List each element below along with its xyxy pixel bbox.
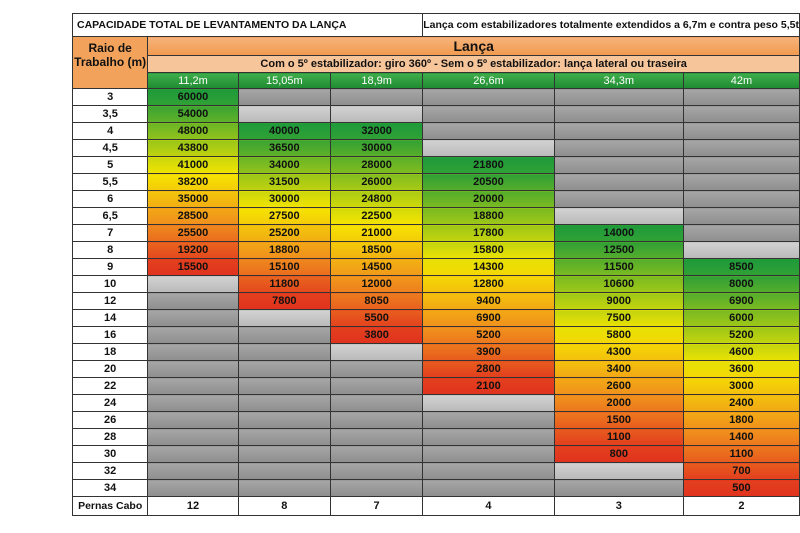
unavailable-cell [238, 310, 330, 327]
capacity-cell: 18800 [423, 208, 555, 225]
footer-label: Pernas Cabo [73, 497, 148, 516]
table-row [73, 259, 800, 276]
capacity-cell: 500 [683, 480, 799, 497]
capacity-cell: 6000 [683, 310, 799, 327]
capacity-cell: 3600 [683, 361, 799, 378]
cable-parts-value: 2 [683, 497, 799, 516]
capacity-cell: 3400 [554, 361, 683, 378]
radius-label: 5 [73, 157, 148, 174]
capacity-cell: 20500 [423, 174, 555, 191]
capacity-cell: 5500 [331, 310, 423, 327]
capacity-cell: 1400 [683, 429, 799, 446]
capacity-cell: 60000 [148, 89, 238, 106]
unavailable-cell [423, 429, 555, 446]
capacity-cell: 28000 [331, 157, 423, 174]
capacity-cell: 32000 [331, 123, 423, 140]
unavailable-cell [554, 157, 683, 174]
capacity-cell: 12000 [331, 276, 423, 293]
table-row [73, 140, 800, 157]
capacity-cell: 54000 [148, 106, 238, 123]
radius-label: 34 [73, 480, 148, 497]
radius-label: 26 [73, 412, 148, 429]
radius-label: 12 [73, 293, 148, 310]
capacity-cell: 7500 [554, 310, 683, 327]
capacity-cell: 18500 [331, 242, 423, 259]
unavailable-cell [148, 276, 238, 293]
radius-label: 5,5 [73, 174, 148, 191]
unavailable-cell [423, 395, 555, 412]
capacity-cell: 4600 [683, 344, 799, 361]
unavailable-cell [554, 123, 683, 140]
chart-note: Lança com estabilizadores totalmente extendidos a 6,7m e contra peso 5,5t [423, 14, 800, 37]
boom-length-header: 26,6m [423, 73, 555, 89]
capacity-cell: 11800 [238, 276, 330, 293]
unavailable-cell [331, 429, 423, 446]
unavailable-cell [423, 480, 555, 497]
capacity-cell: 800 [554, 446, 683, 463]
boom-subtitle: Com o 5º estabilizador: giro 360º - Sem o 5º estabilizador: lança lateral ou traseira [148, 56, 800, 73]
unavailable-cell [423, 89, 555, 106]
unavailable-cell [683, 242, 799, 259]
unavailable-cell [423, 123, 555, 140]
unavailable-cell [683, 140, 799, 157]
table-row [73, 480, 800, 497]
boom-length-header: 34,3m [554, 73, 683, 89]
table-body [73, 89, 800, 497]
radius-label: 3 [73, 89, 148, 106]
capacity-cell: 3800 [331, 327, 423, 344]
radius-label: 24 [73, 395, 148, 412]
capacity-cell: 19200 [148, 242, 238, 259]
capacity-cell: 22500 [331, 208, 423, 225]
boom-length-header: 15,05m [238, 73, 330, 89]
capacity-cell: 2600 [554, 378, 683, 395]
table-row [73, 395, 800, 412]
unavailable-cell [331, 412, 423, 429]
capacity-cell: 1100 [683, 446, 799, 463]
table-row [73, 361, 800, 378]
boom-length-header: 11,2m [148, 73, 238, 89]
radius-label: 4,5 [73, 140, 148, 157]
capacity-cell: 15800 [423, 242, 555, 259]
unavailable-cell [554, 140, 683, 157]
table-row [73, 191, 800, 208]
unavailable-cell [331, 89, 423, 106]
unavailable-cell [331, 344, 423, 361]
table-row [73, 89, 800, 106]
unavailable-cell [554, 89, 683, 106]
unavailable-cell [554, 463, 683, 480]
capacity-cell: 26000 [331, 174, 423, 191]
unavailable-cell [423, 446, 555, 463]
capacity-cell: 5200 [683, 327, 799, 344]
capacity-cell: 25200 [238, 225, 330, 242]
capacity-cell: 25500 [148, 225, 238, 242]
capacity-cell: 4300 [554, 344, 683, 361]
capacity-cell: 8500 [683, 259, 799, 276]
table-row [73, 378, 800, 395]
capacity-cell: 14500 [331, 259, 423, 276]
radius-label: 7 [73, 225, 148, 242]
unavailable-cell [148, 412, 238, 429]
table-row [73, 174, 800, 191]
unavailable-cell [238, 480, 330, 497]
capacity-cell: 8000 [683, 276, 799, 293]
capacity-cell: 17800 [423, 225, 555, 242]
unavailable-cell [423, 106, 555, 123]
unavailable-cell [148, 429, 238, 446]
radius-label: 6 [73, 191, 148, 208]
unavailable-cell [148, 378, 238, 395]
capacity-cell: 40000 [238, 123, 330, 140]
capacity-cell: 3900 [423, 344, 555, 361]
capacity-cell: 14000 [554, 225, 683, 242]
radius-label: 18 [73, 344, 148, 361]
capacity-cell: 11500 [554, 259, 683, 276]
capacity-cell: 43800 [148, 140, 238, 157]
unavailable-cell [238, 327, 330, 344]
table-row [73, 157, 800, 174]
radius-label: 9 [73, 259, 148, 276]
table-row [73, 327, 800, 344]
unavailable-cell [238, 395, 330, 412]
capacity-cell: 6900 [423, 310, 555, 327]
capacity-cell: 1500 [554, 412, 683, 429]
unavailable-cell [148, 344, 238, 361]
capacity-cell: 31500 [238, 174, 330, 191]
load-chart-table [72, 13, 800, 516]
unavailable-cell [148, 361, 238, 378]
unavailable-cell [238, 446, 330, 463]
radius-label: 28 [73, 429, 148, 446]
unavailable-cell [683, 208, 799, 225]
unavailable-cell [238, 106, 330, 123]
capacity-cell: 1100 [554, 429, 683, 446]
table-row [73, 463, 800, 480]
table-row [73, 225, 800, 242]
capacity-cell: 30000 [331, 140, 423, 157]
radius-label: 8 [73, 242, 148, 259]
radius-label: 20 [73, 361, 148, 378]
capacity-cell: 3000 [683, 378, 799, 395]
unavailable-cell [683, 191, 799, 208]
radius-label: 16 [73, 327, 148, 344]
capacity-cell: 7800 [238, 293, 330, 310]
cable-parts-value: 3 [554, 497, 683, 516]
unavailable-cell [331, 463, 423, 480]
capacity-cell: 12800 [423, 276, 555, 293]
capacity-cell: 48000 [148, 123, 238, 140]
boom-length-header: 18,9m [331, 73, 423, 89]
cable-parts-value: 12 [148, 497, 238, 516]
capacity-cell: 12500 [554, 242, 683, 259]
unavailable-cell [683, 225, 799, 242]
radius-label: 32 [73, 463, 148, 480]
table-row [73, 242, 800, 259]
capacity-cell: 6900 [683, 293, 799, 310]
capacity-cell: 2000 [554, 395, 683, 412]
unavailable-cell [238, 378, 330, 395]
row-header-raio: Raio de Trabalho (m) [73, 37, 148, 89]
capacity-cell: 21000 [331, 225, 423, 242]
table-row [73, 412, 800, 429]
capacity-cell: 1800 [683, 412, 799, 429]
unavailable-cell [331, 106, 423, 123]
unavailable-cell [683, 157, 799, 174]
unavailable-cell [148, 480, 238, 497]
capacity-cell: 2100 [423, 378, 555, 395]
unavailable-cell [683, 123, 799, 140]
capacity-cell: 9000 [554, 293, 683, 310]
footer-row [73, 497, 800, 516]
unavailable-cell [238, 412, 330, 429]
unavailable-cell [148, 327, 238, 344]
capacity-cell: 30000 [238, 191, 330, 208]
unavailable-cell [331, 395, 423, 412]
capacity-cell: 15500 [148, 259, 238, 276]
unavailable-cell [554, 106, 683, 123]
capacity-cell: 21800 [423, 157, 555, 174]
table-row [73, 208, 800, 225]
table-row [73, 293, 800, 310]
capacity-cell: 20000 [423, 191, 555, 208]
capacity-cell: 2800 [423, 361, 555, 378]
capacity-cell: 18800 [238, 242, 330, 259]
table-row [73, 446, 800, 463]
capacity-cell: 41000 [148, 157, 238, 174]
capacity-cell: 35000 [148, 191, 238, 208]
radius-label: 14 [73, 310, 148, 327]
chart-title: CAPACIDADE TOTAL DE LEVANTAMENTO DA LANÇA [73, 14, 423, 37]
unavailable-cell [423, 463, 555, 480]
capacity-cell: 700 [683, 463, 799, 480]
table-row [73, 429, 800, 446]
table-row [73, 106, 800, 123]
load-chart-table-wrapper [72, 13, 800, 516]
radius-label: 3,5 [73, 106, 148, 123]
unavailable-cell [554, 480, 683, 497]
unavailable-cell [423, 140, 555, 157]
capacity-cell: 27500 [238, 208, 330, 225]
capacity-cell: 34000 [238, 157, 330, 174]
unavailable-cell [238, 89, 330, 106]
capacity-cell: 5800 [554, 327, 683, 344]
unavailable-cell [683, 106, 799, 123]
unavailable-cell [148, 446, 238, 463]
capacity-cell: 28500 [148, 208, 238, 225]
unavailable-cell [148, 395, 238, 412]
unavailable-cell [554, 191, 683, 208]
unavailable-cell [148, 463, 238, 480]
unavailable-cell [554, 174, 683, 191]
unavailable-cell [148, 293, 238, 310]
boom-header: Lança [148, 37, 800, 56]
radius-label: 22 [73, 378, 148, 395]
table-row [73, 310, 800, 327]
radius-label: 10 [73, 276, 148, 293]
unavailable-cell [238, 463, 330, 480]
radius-label: 6,5 [73, 208, 148, 225]
unavailable-cell [683, 174, 799, 191]
unavailable-cell [554, 208, 683, 225]
boom-length-row [73, 73, 800, 89]
unavailable-cell [331, 480, 423, 497]
capacity-cell: 24800 [331, 191, 423, 208]
table-row [73, 276, 800, 293]
unavailable-cell [238, 361, 330, 378]
cable-parts-value: 8 [238, 497, 330, 516]
table-row [73, 344, 800, 361]
cable-parts-value: 4 [423, 497, 555, 516]
capacity-cell: 15100 [238, 259, 330, 276]
capacity-cell: 10600 [554, 276, 683, 293]
capacity-cell: 9400 [423, 293, 555, 310]
unavailable-cell [331, 446, 423, 463]
table-row [73, 123, 800, 140]
unavailable-cell [331, 378, 423, 395]
boom-length-header: 42m [683, 73, 799, 89]
radius-label: 30 [73, 446, 148, 463]
unavailable-cell [238, 429, 330, 446]
capacity-cell: 8050 [331, 293, 423, 310]
unavailable-cell [683, 89, 799, 106]
unavailable-cell [331, 361, 423, 378]
radius-label: 4 [73, 123, 148, 140]
capacity-cell: 2400 [683, 395, 799, 412]
unavailable-cell [238, 344, 330, 361]
capacity-cell: 5200 [423, 327, 555, 344]
capacity-cell: 14300 [423, 259, 555, 276]
cable-parts-value: 7 [331, 497, 423, 516]
capacity-cell: 36500 [238, 140, 330, 157]
capacity-cell: 38200 [148, 174, 238, 191]
unavailable-cell [148, 310, 238, 327]
unavailable-cell [423, 412, 555, 429]
